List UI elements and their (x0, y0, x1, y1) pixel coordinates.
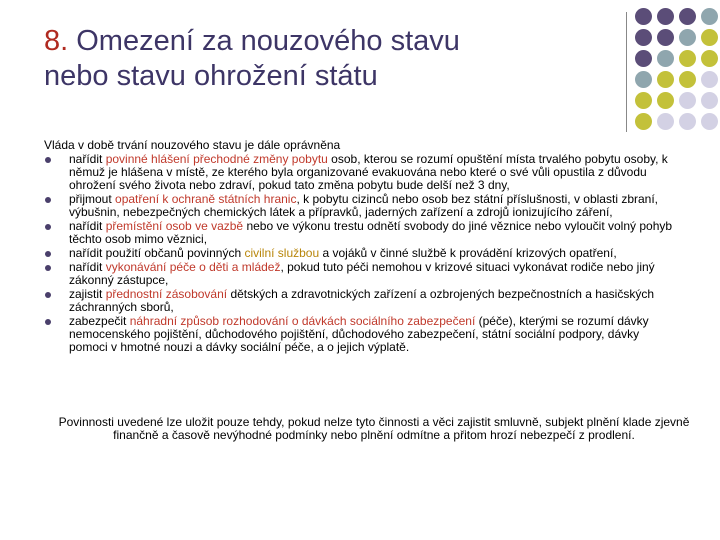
slide-title (44, 24, 604, 94)
title-number: 8. (44, 25, 69, 57)
decorative-dot (657, 92, 674, 109)
bullet-icon (45, 224, 51, 230)
decorative-dot (701, 8, 718, 25)
decorative-dot (657, 113, 674, 130)
item-text: nařídit (69, 219, 106, 233)
title-text-line2: nebo stavu ohrožení státu (44, 60, 378, 92)
item-text: zajistit (69, 287, 106, 301)
title-text-line1: Omezení za nouzového stavu (68, 25, 460, 57)
item-text: přijmout (69, 192, 116, 206)
decorative-divider (626, 12, 627, 132)
decorative-dot (679, 113, 696, 130)
intro-text: Vláda v době trvání nouzového stavu je dále oprávněna (44, 138, 341, 152)
item-highlight: vykonávání péče o děti a mládež (105, 260, 281, 274)
decorative-dot (701, 50, 718, 67)
item-text: dětských a zdravotnických zařízení a ozbrojených bezpečnostních a hasičských záchranných sborů, (69, 287, 654, 314)
list-item (44, 261, 676, 287)
decorative-dot (635, 29, 652, 46)
item-text: a vojáků v činné službě k provádění krizových opatření, (319, 246, 617, 260)
item-text: nařídit použití občanů povinných (69, 246, 245, 260)
decorative-dot (635, 71, 652, 88)
decorative-dot (635, 8, 652, 25)
item-text: zabezpečit (69, 314, 130, 328)
item-highlight: náhradní způsob rozhodování o dávkách sociálního zabezpečení (129, 314, 476, 328)
decorative-dot (679, 50, 696, 67)
decorative-dot (679, 8, 696, 25)
item-highlight: civilní službou (244, 246, 320, 260)
decorative-dot (679, 92, 696, 109)
main-content (44, 139, 676, 355)
bullet-icon (45, 292, 51, 298)
decorative-dot (701, 113, 718, 130)
item-highlight: opatření k ochraně státních hranic (115, 192, 297, 206)
item-text: , k pobytu cizinců nebo osob bez státní příslušnosti, v oblasti zbraní, výbušnin, nebezpečných chemických látek a přípravků, jaderných zařízení a zdrojů ionizujícího záření, (69, 192, 658, 219)
decorative-dot (701, 29, 718, 46)
list-item (44, 193, 676, 219)
list-item (44, 315, 676, 354)
item-highlight: povinné hlášení přechodné změny pobytu (105, 152, 328, 166)
bullet-icon (45, 157, 51, 163)
decorative-dot (635, 113, 652, 130)
decorative-dot (657, 29, 674, 46)
decorative-dot (635, 50, 652, 67)
bullet-icon (45, 197, 51, 203)
list-item (44, 153, 676, 192)
bullet-icon (45, 265, 51, 271)
bullet-icon (45, 251, 51, 257)
item-text: nařídit (69, 152, 106, 166)
decorative-dot (701, 92, 718, 109)
item-text: nařídit (69, 260, 106, 274)
decorative-dot (657, 8, 674, 25)
list-item (44, 247, 676, 260)
decorative-dot (657, 71, 674, 88)
decorative-dot (657, 50, 674, 67)
list-item (44, 220, 676, 246)
item-highlight: přemístění osob ve vazbě (105, 219, 244, 233)
item-text: osob, kterou se rozumí opuštění místa trvalého pobytu osoby, k němuž je hlášena v místě, ze kterého byla organizované evakuována nebo které o své vůli opustila z důvodu ohrožení svého života nebo zdraví, pokud tato změna pobytu bude delší než 3 dny, (69, 152, 668, 192)
bullet-icon (45, 319, 51, 325)
decorative-dot (679, 71, 696, 88)
decorative-dot (679, 29, 696, 46)
item-text: , pokud tuto péči nemohou v krizové situaci vykonávat rodiče nebo jiný zákonný zástupce, (69, 260, 655, 287)
measures-list (44, 153, 676, 354)
decorative-dot (701, 71, 718, 88)
item-text: (péče), kterými se rozumí dávky nemocenského pojištění, důchodového pojištění, důchodového zabezpečení, státní sociální podpory, dávky pomoci v hmotné nouzi a dávky sociální péče, a o jejich výplatě. (69, 314, 649, 354)
list-item (44, 288, 676, 314)
footer-note: Povinnosti uvedené lze uložit pouze tehdy, pokud nelze tyto činnosti a věci zajistit smluvně, subjekt plnění klade zjevně finančně a časově nevýhodné podmínky nebo plnění odmítne a přitom hrozí nebezpečí z prodlení. (58, 415, 690, 442)
item-highlight: přednostní zásobování (105, 287, 228, 301)
item-text: nebo ve výkonu trestu odnětí svobody do jiné věznice nebo vyloučit volný pohyb těchto osob mimo věznici, (69, 219, 673, 246)
decorative-dot (635, 92, 652, 109)
